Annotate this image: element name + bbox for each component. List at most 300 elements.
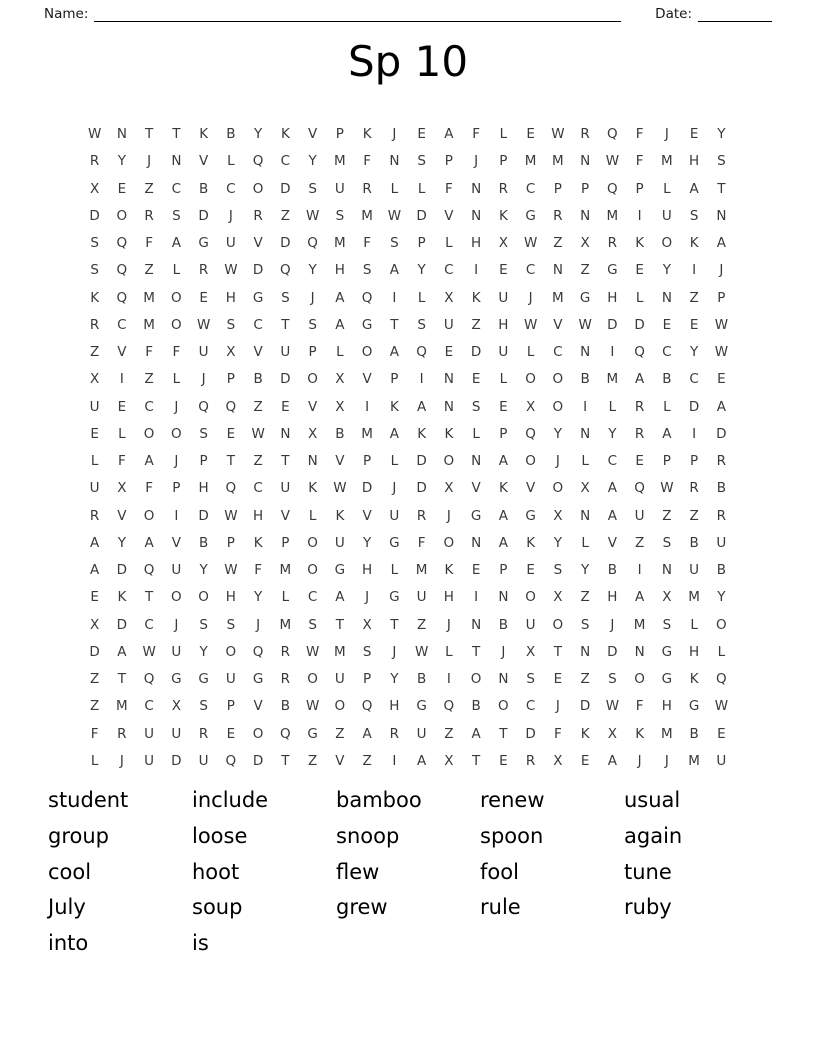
grid-letter: M: [633, 616, 646, 633]
grid-letter: G: [198, 671, 209, 687]
grid-letter: R: [280, 671, 291, 687]
grid-letter: Z: [580, 262, 590, 279]
grid-row: [81, 394, 735, 421]
grid-letter: R: [416, 507, 427, 524]
grid-letter: X: [226, 344, 236, 360]
grid-letter: T: [145, 126, 154, 142]
grid-letter: M: [334, 643, 346, 660]
word-item: ruby: [624, 895, 672, 920]
grid-letter: X: [607, 725, 617, 742]
grid-letter: C: [144, 398, 154, 415]
word-item: renew: [480, 788, 545, 812]
grid-letter: I: [692, 425, 697, 442]
grid-letter: C: [525, 180, 536, 197]
grid-letter: K: [280, 126, 290, 142]
grid-letter: A: [498, 507, 508, 524]
word-list-column: [624, 783, 768, 962]
grid-letter: N: [661, 289, 672, 306]
grid-letter: F: [635, 126, 644, 142]
grid-letter: K: [689, 671, 699, 687]
grid-letter: K: [635, 235, 645, 251]
grid-letter: Z: [144, 262, 154, 279]
grid-row: [81, 530, 735, 557]
grid-row: [81, 312, 735, 339]
grid-letter: C: [253, 316, 263, 333]
grid-letter: Y: [308, 153, 317, 170]
grid-letter: U: [389, 507, 400, 524]
word-item: again: [624, 823, 683, 848]
grid-letter: H: [607, 589, 618, 606]
grid-letter: V: [117, 344, 127, 360]
grid-letter: X: [90, 180, 100, 197]
grid-letter: R: [634, 398, 645, 415]
grid-letter: N: [580, 153, 591, 170]
grid-letter: V: [308, 398, 318, 415]
grid-letter: G: [661, 671, 673, 687]
grid-letter: Q: [252, 643, 264, 660]
grid-letter: E: [499, 262, 508, 279]
grid-letter: Y: [608, 425, 617, 442]
grid-letter: P: [390, 371, 399, 388]
grid-letter: G: [171, 671, 182, 687]
grid-letter: T: [226, 453, 235, 469]
grid-letter: P: [553, 180, 562, 197]
grid-letter: J: [147, 153, 152, 170]
grid-letter: E: [471, 562, 481, 578]
word-item: rule: [480, 895, 521, 920]
grid-letter: Q: [416, 344, 427, 360]
grid-letter: A: [471, 725, 481, 742]
grid-letter: X: [580, 235, 590, 251]
grid-letter: J: [446, 507, 451, 524]
grid-letter: O: [525, 589, 536, 606]
grid-letter: H: [225, 289, 236, 306]
grid-letter: L: [172, 371, 181, 388]
grid-letter: I: [446, 671, 451, 687]
grid-letter: V: [471, 480, 481, 497]
grid-letter: B: [662, 371, 672, 388]
word-item: into: [48, 931, 89, 956]
grid-letter: J: [174, 453, 179, 469]
grid-letter: O: [143, 425, 155, 442]
grid-letter: A: [90, 562, 100, 578]
grid-row: [81, 584, 735, 611]
grid-letter: B: [716, 562, 726, 578]
grid-letter: Z: [144, 371, 154, 388]
grid-letter: A: [607, 480, 617, 497]
grid-letter: V: [253, 698, 263, 715]
grid-letter: H: [607, 289, 618, 306]
grid-letter: U: [716, 752, 727, 769]
grid-letter: O: [361, 344, 373, 360]
grid-letter: Z: [335, 725, 345, 742]
grid-letter: K: [362, 126, 372, 142]
grid-row: [81, 639, 735, 666]
grid-letter: N: [471, 616, 482, 633]
grid-letter: E: [689, 126, 699, 142]
grid-letter: X: [90, 371, 100, 388]
grid-letter: K: [389, 398, 399, 415]
grid-letter: T: [390, 316, 399, 333]
grid-letter: D: [688, 398, 700, 415]
grid-letter: N: [580, 207, 591, 224]
grid-letter: P: [690, 453, 699, 469]
grid-letter: O: [552, 398, 564, 415]
grid-letter: Z: [635, 534, 645, 551]
grid-letter: Z: [689, 289, 699, 306]
grid-letter: Q: [116, 289, 128, 306]
grid-letter: N: [580, 507, 591, 524]
grid-letter: C: [226, 180, 236, 197]
grid-letter: B: [607, 562, 617, 578]
grid-letter: K: [498, 207, 508, 224]
grid-letter: Y: [254, 589, 263, 606]
grid-letter: Y: [199, 643, 208, 660]
grid-letter: Q: [143, 562, 155, 578]
grid-letter: O: [225, 643, 237, 660]
grid-letter: R: [144, 207, 154, 224]
grid-letter: X: [335, 371, 345, 388]
grid-letter: U: [171, 562, 182, 578]
grid-letter: M: [606, 207, 619, 224]
grid-letter: P: [226, 698, 235, 715]
grid-letter: T: [145, 589, 154, 606]
grid-letter: A: [662, 425, 672, 442]
grid-letter: O: [307, 562, 318, 578]
grid-letter: C: [607, 453, 618, 469]
grid-letter: E: [199, 289, 208, 306]
grid-row: [81, 257, 735, 284]
grid-letter: K: [199, 126, 209, 142]
grid-letter: V: [199, 153, 209, 170]
grid-letter: N: [498, 671, 509, 687]
grid-letter: Q: [716, 671, 727, 687]
grid-letter: A: [498, 453, 508, 469]
grid-letter: D: [634, 316, 645, 333]
grid-letter: I: [692, 262, 697, 279]
grid-letter: U: [89, 480, 100, 497]
grid-letter: J: [501, 643, 506, 660]
grid-letter: C: [144, 698, 154, 715]
grid-letter: R: [634, 425, 645, 442]
grid-letter: I: [419, 371, 424, 388]
grid-letter: A: [389, 425, 399, 442]
grid-letter: T: [335, 616, 344, 633]
grid-letter: L: [336, 344, 344, 360]
grid-letter: H: [471, 235, 482, 251]
grid-letter: G: [416, 698, 427, 715]
grid-letter: V: [117, 507, 127, 524]
grid-letter: D: [280, 371, 291, 388]
grid-letter: L: [118, 425, 126, 442]
word-item: is: [192, 931, 209, 956]
grid-row: [81, 230, 735, 257]
grid-letter: T: [281, 752, 290, 769]
grid-letter: D: [116, 562, 128, 578]
grid-letter: W: [414, 643, 429, 660]
grid-letter: S: [417, 316, 426, 333]
grid-letter: R: [198, 262, 209, 279]
grid-letter: G: [525, 507, 536, 524]
grid-letter: O: [171, 589, 182, 606]
grid-letter: E: [117, 398, 127, 415]
grid-letter: E: [580, 752, 590, 769]
grid-letter: W: [196, 316, 211, 333]
grid-letter: Y: [553, 534, 562, 551]
grid-letter: V: [253, 235, 263, 251]
grid-letter: N: [389, 153, 400, 170]
grid-row: [81, 748, 735, 775]
grid-letter: T: [281, 316, 290, 333]
grid-letter: L: [499, 371, 508, 388]
grid-letter: R: [362, 180, 372, 197]
grid-letter: E: [417, 126, 426, 142]
grid-letter: F: [145, 344, 153, 360]
grid-letter: S: [226, 616, 236, 633]
grid-letter: B: [226, 126, 236, 142]
grid-letter: N: [580, 425, 591, 442]
grid-letter: W: [224, 562, 238, 578]
word-list-column: [192, 783, 336, 962]
grid-letter: D: [89, 207, 100, 224]
grid-letter: I: [637, 207, 642, 224]
grid-letter: R: [716, 507, 727, 524]
grid-letter: S: [717, 153, 726, 170]
grid-letter: O: [661, 235, 673, 251]
grid-letter: H: [689, 643, 700, 660]
grid-letter: S: [471, 398, 481, 415]
grid-letter: W: [551, 126, 565, 142]
grid-letter: R: [117, 725, 127, 742]
grid-letter: S: [662, 616, 672, 633]
grid-letter: E: [689, 316, 699, 333]
grid-letter: J: [392, 643, 397, 660]
grid-letter: K: [498, 480, 508, 497]
grid-letter: X: [662, 589, 672, 606]
grid-letter: E: [226, 725, 236, 742]
grid-row: [81, 666, 735, 693]
grid-letter: R: [689, 480, 699, 497]
grid-letter: R: [498, 180, 509, 197]
word-item: loose: [192, 823, 248, 848]
grid-letter: V: [553, 316, 563, 333]
grid-letter: K: [526, 534, 536, 551]
grid-letter: R: [553, 207, 563, 224]
word-item: bamboo: [336, 788, 422, 812]
grid-letter: A: [389, 262, 399, 279]
grid-letter: U: [334, 671, 345, 687]
grid-letter: G: [525, 207, 536, 224]
grid-letter: W: [714, 316, 729, 333]
grid-letter: C: [307, 589, 318, 606]
grid-letter: F: [363, 235, 371, 251]
grid-letter: L: [172, 262, 181, 279]
page-title: Sp 10: [347, 37, 469, 86]
grid-letter: B: [280, 698, 290, 715]
grid-letter: N: [443, 371, 454, 388]
grid-letter: T: [172, 126, 181, 142]
grid-letter: R: [716, 453, 727, 469]
grid-letter: D: [470, 344, 482, 360]
grid-letter: F: [417, 534, 426, 551]
grid-letter: R: [280, 643, 291, 660]
grid-letter: L: [581, 453, 589, 469]
grid-letter: Q: [116, 262, 128, 279]
grid-letter: S: [553, 562, 563, 578]
grid-letter: S: [417, 153, 426, 170]
grid-letter: U: [443, 316, 454, 333]
grid-letter: E: [717, 725, 726, 742]
grid-letter: P: [335, 126, 344, 142]
grid-letter: S: [90, 262, 99, 279]
grid-letter: N: [634, 643, 645, 660]
grid-letter: E: [471, 371, 481, 388]
grid-letter: K: [253, 534, 263, 551]
grid-letter: N: [471, 207, 482, 224]
grid-letter: L: [635, 289, 644, 306]
grid-letter: W: [142, 643, 156, 660]
grid-letter: U: [716, 534, 727, 551]
grid-letter: F: [145, 235, 153, 251]
grid-letter: O: [525, 371, 536, 388]
grid-letter: Q: [143, 671, 155, 687]
grid-letter: V: [526, 480, 536, 497]
grid-letter: P: [417, 235, 426, 251]
grid-letter: I: [637, 562, 642, 578]
grid-letter: L: [390, 180, 399, 197]
grid-letter: F: [254, 562, 262, 578]
grid-letter: G: [470, 507, 482, 524]
grid-letter: E: [526, 562, 535, 578]
grid-letter: J: [555, 698, 560, 715]
grid-letter: Y: [363, 534, 372, 551]
grid-letter: L: [90, 752, 99, 769]
grid-letter: Q: [525, 425, 536, 442]
grid-letter: A: [635, 589, 645, 606]
grid-row: [81, 612, 735, 639]
grid-letter: Z: [662, 507, 672, 524]
grid-letter: M: [661, 153, 673, 170]
grid-letter: S: [608, 671, 617, 687]
word-item: tune: [624, 859, 672, 884]
grid-letter: J: [201, 371, 206, 388]
grid-letter: U: [334, 180, 345, 197]
word-item: student: [48, 788, 129, 812]
grid-letter: P: [363, 671, 372, 687]
grid-letter: J: [256, 616, 261, 633]
grid-letter: V: [171, 534, 181, 551]
grid-letter: A: [389, 344, 399, 360]
grid-letter: C: [280, 153, 291, 170]
grid-letter: P: [499, 425, 508, 442]
grid-letter: L: [472, 425, 480, 442]
grid-letter: O: [307, 534, 318, 551]
grid-letter: R: [89, 507, 100, 524]
grid-letter: J: [528, 289, 533, 306]
grid-letter: J: [719, 262, 724, 279]
grid-letter: G: [361, 316, 373, 333]
grid-letter: I: [583, 398, 588, 415]
grid-letter: W: [305, 698, 320, 715]
grid-letter: K: [689, 235, 699, 251]
grid-letter: Q: [198, 398, 209, 415]
grid-letter: H: [389, 698, 400, 715]
grid-letter: L: [690, 616, 698, 633]
grid-letter: T: [499, 725, 508, 742]
grid-letter: P: [226, 534, 235, 551]
grid-letter: Z: [280, 207, 290, 224]
grid-letter: A: [362, 725, 372, 742]
grid-letter: U: [144, 752, 155, 769]
grid-letter: L: [445, 643, 453, 660]
grid-letter: W: [605, 698, 620, 715]
grid-letter: Z: [444, 725, 454, 742]
worksheet-header: [0, 0, 816, 23]
grid-letter: M: [361, 425, 373, 442]
grid-row: [81, 475, 735, 502]
grid-letter: C: [525, 262, 536, 279]
grid-letter: J: [474, 153, 479, 170]
grid-letter: J: [664, 126, 669, 142]
grid-letter: S: [199, 616, 208, 633]
grid-letter: R: [89, 316, 100, 333]
grid-row: [81, 557, 735, 584]
grid-letter: G: [334, 562, 346, 578]
grid-letter: U: [498, 289, 509, 306]
grid-letter: U: [280, 344, 291, 360]
grid-letter: M: [552, 289, 564, 306]
grid-letter: S: [362, 262, 372, 279]
grid-letter: X: [335, 398, 345, 415]
grid-letter: M: [688, 589, 700, 606]
grid-letter: D: [252, 262, 264, 279]
grid-letter: D: [416, 207, 427, 224]
grid-letter: F: [145, 480, 153, 497]
grid-letter: O: [198, 589, 209, 606]
word-item: usual: [624, 788, 681, 812]
grid-letter: N: [471, 180, 482, 197]
word-item: grew: [336, 895, 388, 920]
grid-letter: G: [607, 262, 618, 279]
grid-letter: W: [251, 425, 265, 442]
grid-letter: S: [308, 180, 317, 197]
grid-letter: U: [634, 507, 645, 524]
grid-letter: B: [689, 534, 699, 551]
grid-letter: O: [171, 289, 182, 306]
grid-letter: Q: [225, 480, 237, 497]
grid-letter: U: [89, 398, 100, 415]
grid-letter: S: [281, 289, 290, 306]
grid-letter: J: [392, 480, 397, 497]
grid-letter: S: [390, 235, 399, 251]
word-item: fool: [480, 859, 519, 884]
grid-letter: Y: [199, 562, 208, 578]
grid-letter: M: [116, 698, 128, 715]
grid-letter: R: [198, 725, 209, 742]
grid-letter: T: [717, 180, 726, 197]
grid-letter: C: [253, 480, 263, 497]
grid-letter: F: [117, 453, 126, 469]
grid-letter: O: [252, 180, 264, 197]
grid-letter: S: [526, 671, 535, 687]
grid-letter: H: [498, 316, 509, 333]
grid-letter: D: [607, 643, 618, 660]
grid-letter: O: [634, 671, 645, 687]
grid-letter: B: [498, 616, 508, 633]
grid-letter: Y: [553, 425, 562, 442]
grid-letter: N: [471, 534, 482, 551]
grid-letter: L: [526, 344, 535, 360]
